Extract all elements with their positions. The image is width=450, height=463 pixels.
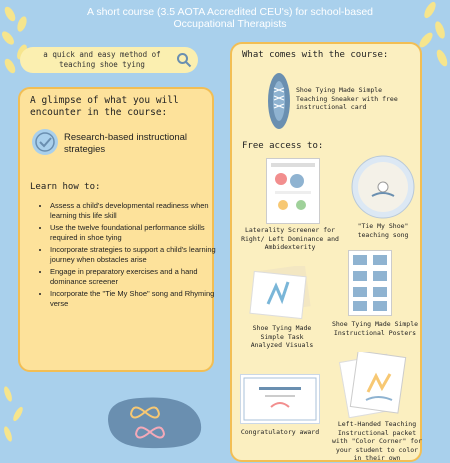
list-item: • Incorporate strategies to support a child's learning journey when obstacles arise [50, 245, 228, 264]
check-badge [32, 129, 58, 155]
laterality-caption: Laterality Screener for Right/ Left Dominance and Ambidexterity [241, 226, 339, 251]
task-visuals-caption: Shoe Tying Made Simple Task Analyzed Visuals [250, 324, 314, 349]
laterality-screener-image [266, 158, 320, 224]
award-image [240, 374, 320, 424]
shoelace-bow-icon [100, 390, 210, 450]
song-caption: "Tie My Shoe" teaching song [357, 222, 409, 239]
left-handed-packet-image [338, 352, 408, 418]
learn-title: Learn how to: [30, 182, 101, 192]
search-bar[interactable] [20, 47, 198, 73]
course-overview-panel [18, 87, 214, 372]
course-title: What comes with the course: [242, 50, 389, 60]
glimpse-highlight: Research-based instructional strategies [64, 132, 188, 155]
award-caption: Congratulatory award [240, 428, 320, 436]
sneaker-icon [262, 68, 296, 134]
glimpse-title: A glimpse of what you will encounter in the course: [30, 95, 179, 118]
learn-list [28, 201, 228, 311]
list-item: • Assess a child's developmental readiness when learning this life skill [50, 201, 228, 220]
list-item: • Engage in preparatory exercises and a hand dominance screener [50, 267, 228, 286]
list-item: • Use the twelve foundational performance skills required in shoe tying [50, 223, 228, 242]
task-visuals-image [248, 266, 314, 322]
sneaker-text: Shoe Tying Made Simple Teaching Sneaker with free instructional card [296, 86, 398, 111]
posters-caption: Shoe Tying Made Simple Instructional Posters [331, 320, 419, 337]
search-icon [176, 52, 192, 68]
left-handed-caption: Left-Handed Teaching Instructional packet with "Color Corner" for your student to color in their own [332, 420, 423, 462]
course-contents-panel [230, 42, 422, 462]
check-icon [32, 129, 58, 155]
leaf-decoration-icon [0, 0, 40, 90]
free-access-title: Free access to: [242, 141, 324, 151]
instructional-posters-image [348, 250, 392, 316]
search-text: a quick and easy method of teaching shoe tying [43, 50, 161, 69]
leaf-decoration-icon [0, 380, 30, 450]
page-subtitle: A short course (3.5 AOTA Accredited CEU's) for school-based Occupational Therapists [86, 6, 374, 30]
list-item: • Incorporate the "Tie My Shoe" song and Rhyming verse [50, 289, 228, 308]
song-cd-image [350, 154, 416, 220]
